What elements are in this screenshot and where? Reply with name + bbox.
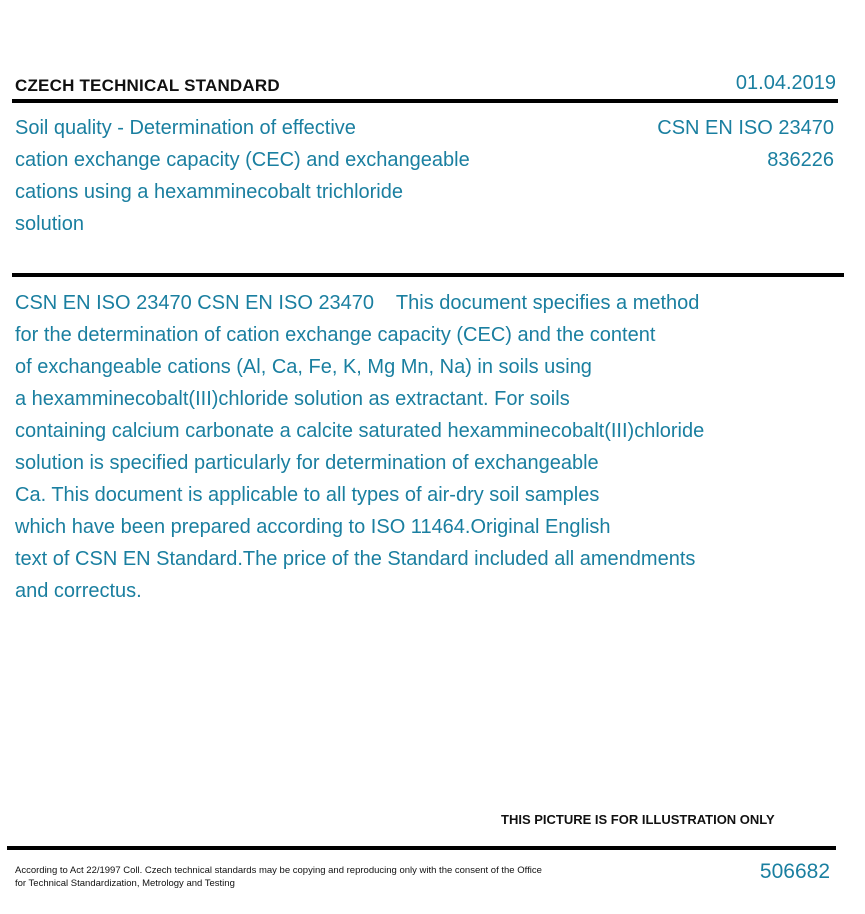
description-line: containing calcium carbonate a calcite saturated hexamminecobalt(III)chloride — [15, 420, 705, 442]
description-line: for the determination of cation exchange capacity (CEC) and the content — [15, 324, 656, 346]
header-rule — [12, 99, 838, 103]
description-text — [15, 287, 795, 607]
standard-title — [15, 112, 535, 240]
standard-reference — [657, 112, 834, 176]
description-line: solution is specified particularly for determination of exchangeable — [15, 452, 599, 474]
catalog-number: 836226 — [767, 149, 834, 171]
footer-rule — [7, 846, 836, 850]
header-label: CZECH TECHNICAL STANDARD — [15, 76, 280, 95]
description-line: a hexamminecobalt(III)chloride solution as extractant. For soils — [15, 388, 570, 410]
title-line: Soil quality - Determination of effective — [15, 117, 356, 139]
illustration-note: THIS PICTURE IS FOR ILLUSTRATION ONLY — [501, 812, 775, 827]
header-date: 01.04.2019 — [735, 72, 836, 94]
title-line: cation exchange capacity (CEC) and exchangeable — [15, 149, 470, 171]
legal-line: According to Act 22/1997 Coll. Czech technical standards may be copying and reproducing only with the consent of the Office — [15, 865, 542, 876]
footer-legal-note — [15, 864, 615, 890]
title-line: solution — [15, 213, 84, 235]
description-line: which have been prepared according to ISO 11464.Original English — [15, 516, 611, 538]
description-line: of exchangeable cations (Al, Ca, Fe, K, Mg Mn, Na) in soils using — [15, 356, 592, 378]
description-line: Ca. This document is applicable to all types of air-dry soil samples — [15, 484, 600, 506]
footer-code: 506682 — [759, 860, 830, 883]
title-rule — [12, 273, 844, 277]
description-line: CSN EN ISO 23470 CSN EN ISO 23470 This document specifies a method — [15, 292, 700, 314]
description-line: and correctus. — [15, 580, 142, 602]
description-line: text of CSN EN Standard.The price of the Standard included all amendments — [15, 548, 696, 570]
legal-line: for Technical Standardization, Metrology and Testing — [15, 878, 235, 889]
title-line: cations using a hexamminecobalt trichloride — [15, 181, 403, 203]
standard-designation: CSN EN ISO 23470 — [657, 117, 834, 139]
